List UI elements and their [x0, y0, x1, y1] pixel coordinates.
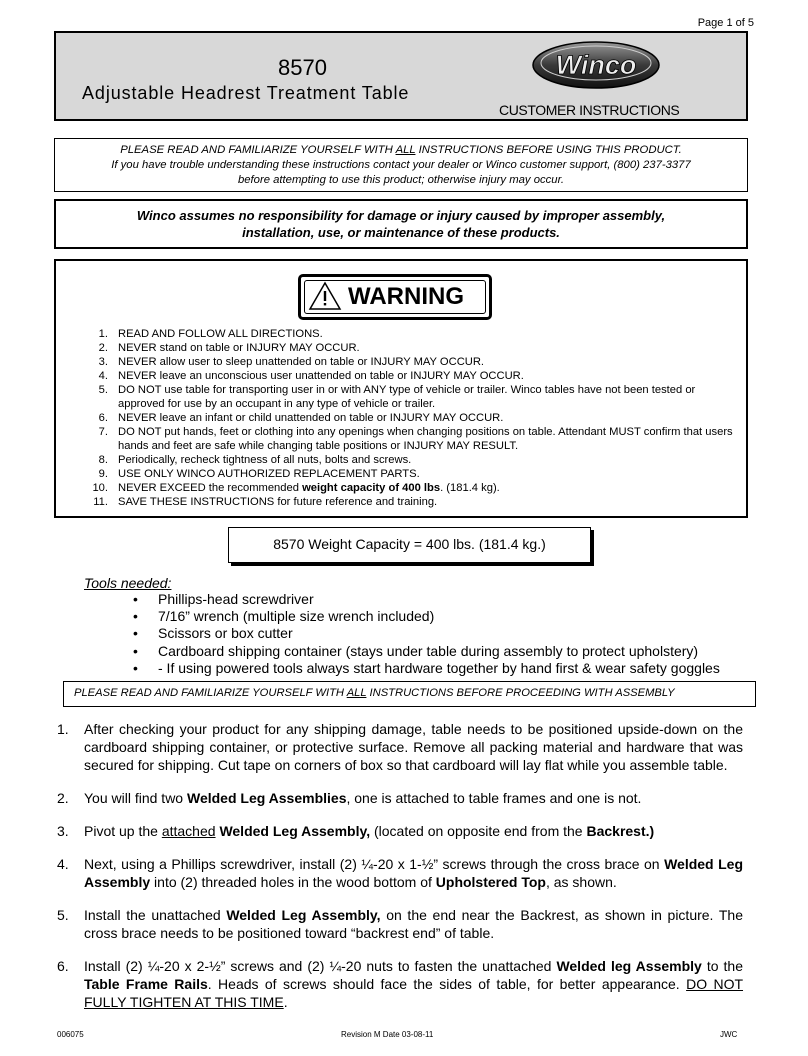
footer-revision: Revision M Date 03-08-11	[341, 1030, 434, 1039]
warning-item: 5. DO NOT use table for transporting user in or with ANY type of vehicle or trailer. Winco tables have not been tested or approved for use by an occupant in any type of vehicle or trailer.	[98, 384, 696, 410]
assembly-step-2: 2. You will find two Welded Leg Assemblies, one is attached to table frames and one is not.	[57, 790, 642, 806]
warning-item: 10. NEVER EXCEED the recommended weight capacity of 400 lbs. (181.4 kg).	[92, 482, 500, 494]
assembly-step-3: 3. Pivot up the attached Welded Leg Assembly, (located on opposite end from the Backrest.)	[57, 823, 655, 839]
product-title: Adjustable Headrest Treatment Table	[82, 83, 410, 103]
warning-section	[54, 259, 748, 518]
warning-item: 6. NEVER leave an infant or child unattended on table or INJURY MAY OCCUR.	[98, 412, 504, 424]
bullet-icon: •	[133, 591, 138, 607]
warning-item: 8. Periodically, recheck tightness of all nuts, bolts and screws.	[98, 454, 412, 466]
page-number: Page 1 of 5	[697, 17, 754, 29]
bullet-icon: •	[133, 608, 138, 625]
warning-item: 3. NEVER allow user to sleep unattended on table or INJURY MAY OCCUR.	[98, 356, 485, 368]
tools-list	[130, 591, 720, 677]
notice-line-1: PLEASE READ AND FAMILIARIZE YOURSELF WITH ALL INSTRUCTIONS BEFORE USING THIS PRODUCT.	[120, 144, 682, 156]
footer-doc-number: 006075	[57, 1030, 84, 1039]
warning-sign	[298, 274, 492, 320]
tool-item: • Phillips-head screwdriver	[133, 591, 314, 607]
assembly-step-4: 4. Next, using a Phillips screwdriver, install (2) ¼-20 x 1-½” screws through the cross brace on Welded Leg Assembly into (2) threaded holes in the wood bottom of Upholstered Top, as shown.	[57, 856, 743, 890]
bullet-icon: •	[133, 642, 138, 659]
proceed-notice: PLEASE READ AND FAMILIARIZE YOURSELF WITH ALL INSTRUCTIONS BEFORE PROCEEDING WITH ASSEMBLY	[63, 681, 756, 707]
bullet-icon: •	[133, 659, 138, 676]
warning-item: 7. DO NOT put hands, feet or clothing into any openings when changing positions on table. Attendant MUST confirm that users hands and feet are safe while changing table positions or INJURY MAY RESULT.	[98, 426, 733, 452]
liability-line-2: installation, use, or maintenance of these products.	[242, 225, 560, 240]
customer-instructions-label: CUSTOMER INSTRUCTIONS	[499, 102, 680, 118]
model-number: 8570	[278, 55, 327, 80]
tool-item: • Scissors or box cutter	[133, 625, 293, 642]
tool-item: • Cardboard shipping container (stays under table during assembly to protect upholstery)	[133, 642, 699, 659]
warning-item: 4. NEVER leave an unconscious user unattended on table or INJURY MAY OCCUR.	[98, 370, 524, 382]
warning-item: 9. USE ONLY WINCO AUTHORIZED REPLACEMENT PARTS.	[98, 468, 420, 480]
winco-logo	[530, 39, 662, 91]
logo-wordmark: Winco	[555, 50, 637, 80]
tool-item: • - If using powered tools always start hardware together by hand first & wear safety goggles	[133, 659, 720, 676]
weight-capacity-box: 8570 Weight Capacity = 400 lbs. (181.4 kg.)	[228, 527, 591, 563]
notice-line-2: If you have trouble understanding these instructions contact your dealer or Winco customer support, (800) 237-3377	[111, 159, 691, 171]
liability-disclaimer	[54, 199, 748, 249]
document-header	[54, 31, 748, 121]
assembly-step-1: 1. After checking your product for any shipping damage, table needs to be positioned upside-down on the cardboard shipping container, or protective surface. Remove all packing material and hardware that was secured for shipping. Cut tape on corners of box so that cardboard will lay flat while you assemble table.	[57, 721, 743, 773]
warning-item: 11. SAVE THESE INSTRUCTIONS for future reference and training.	[93, 496, 438, 508]
liability-line-1: Winco assumes no responsibility for damage or injury caused by improper assembly,	[136, 208, 666, 223]
assembly-steps	[57, 720, 743, 1026]
notice-line-3: before attempting to use this product; otherwise injury may occur.	[237, 174, 565, 186]
tools-heading: Tools needed:	[84, 575, 172, 591]
warning-title: WARNING	[348, 283, 464, 310]
warning-list	[84, 327, 740, 509]
warning-item: 2. NEVER stand on table or INJURY MAY OCCUR.	[98, 342, 360, 354]
assembly-step-5: 5. Install the unattached Welded Leg Assembly, on the end near the Backrest, as shown in picture. The cross brace needs to be positioned toward “backrest end” of table.	[57, 907, 743, 941]
assembly-step-6: 6. Install (2) ¼-20 x 2-½” screws and (2) ¼-20 nuts to fasten the unattached Welded leg Assembly to the Table Frame Rails. Heads of screws should face the sides of table, for better appearance. DO NOT FULLY TIGHTEN AT THIS TIME.	[57, 958, 744, 1010]
bullet-icon: •	[133, 625, 138, 642]
footer-initials: JWC	[720, 1030, 738, 1039]
tool-item: • 7/16” wrench (multiple size wrench included)	[133, 608, 435, 625]
read-instructions-notice	[54, 138, 748, 192]
warning-item: 1. READ AND FOLLOW ALL DIRECTIONS.	[98, 328, 323, 340]
warning-triangle-icon	[308, 281, 342, 311]
